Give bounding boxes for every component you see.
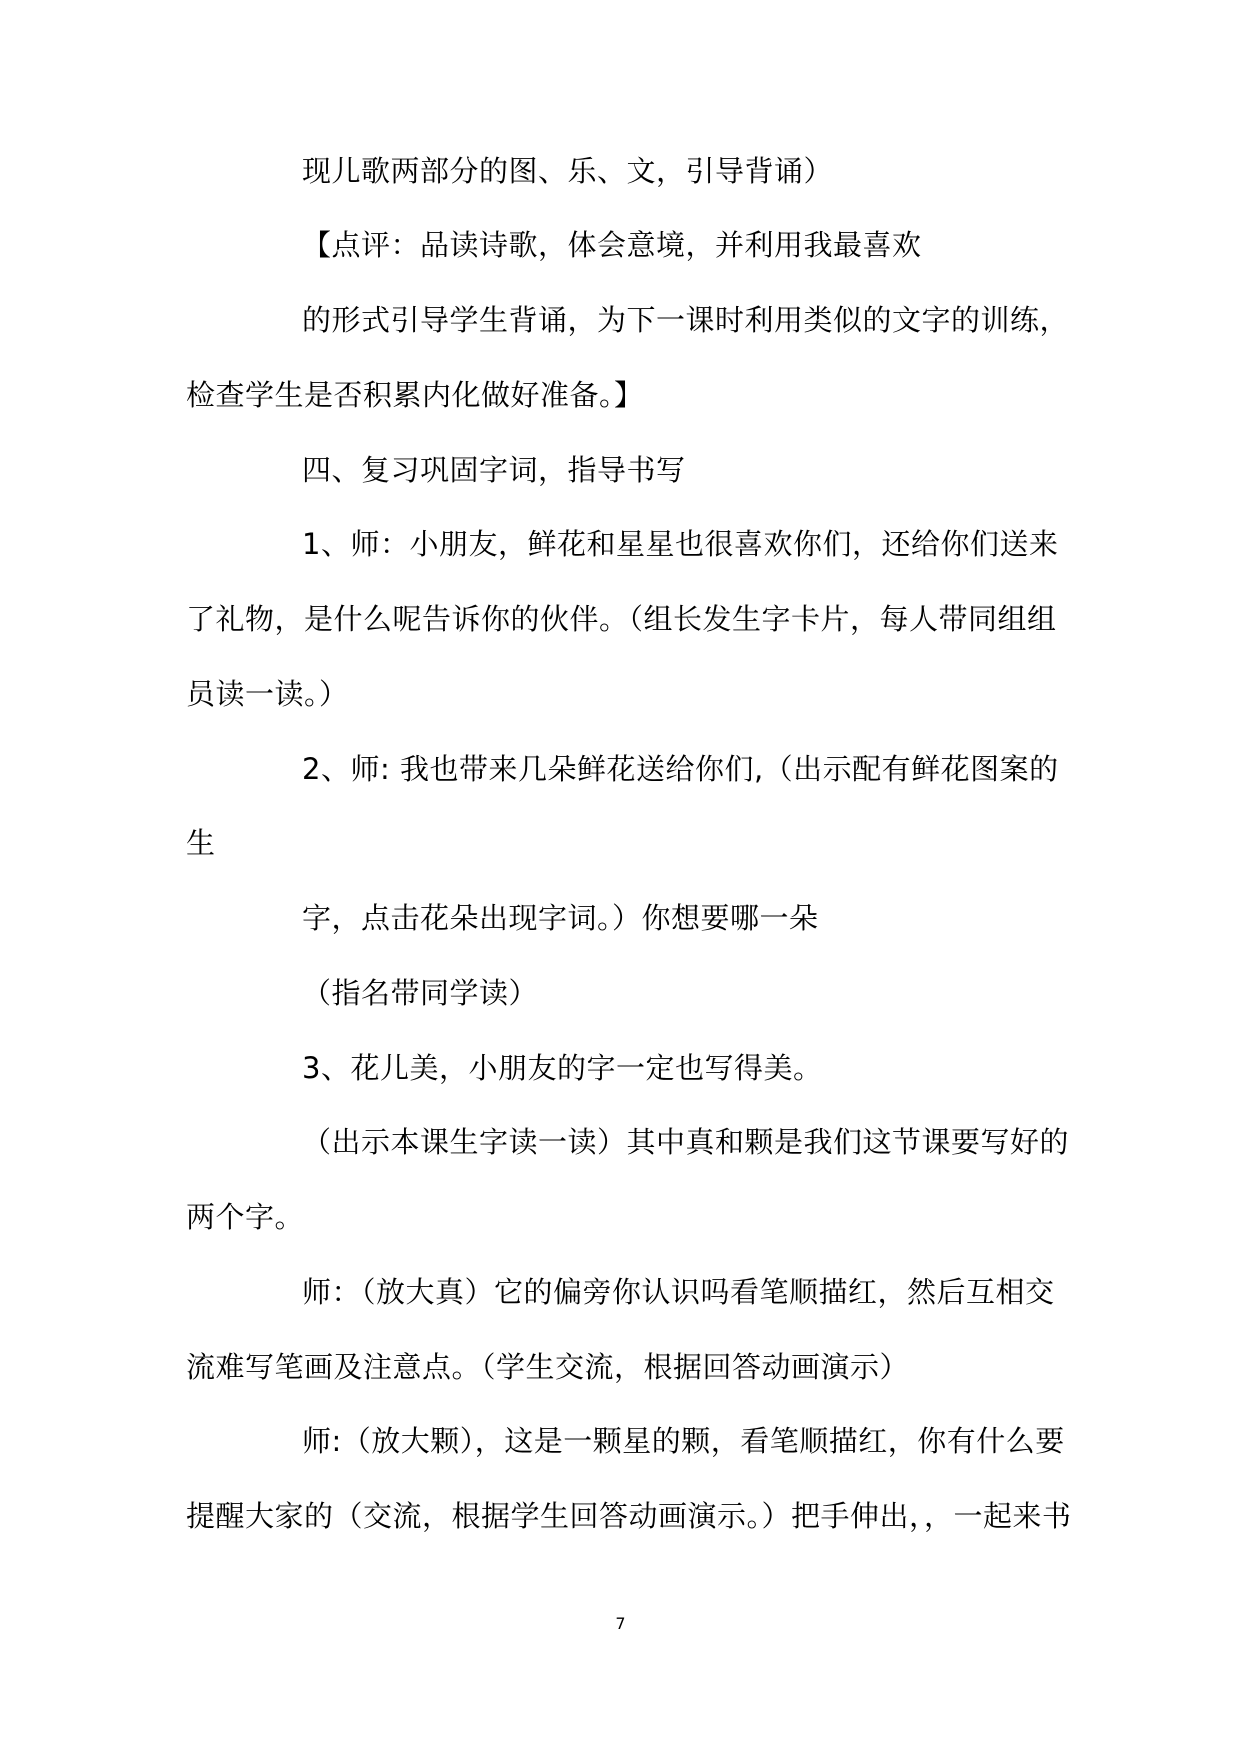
text-line-2: 【点评：品读诗歌，体会意境，并利用我最喜欢 xyxy=(302,228,922,262)
text-line-12: （指名带同学读） xyxy=(302,976,539,1010)
text-line-14: （出示本课生字读一读）其中真和颗是我们这节课要写好的 xyxy=(302,1125,1070,1159)
text-line-3: 的形式引导学生背诵，为下一课时利用类似的文字的训练， xyxy=(302,303,1070,337)
section-heading: 四、复习巩固字词，指导书写 xyxy=(302,453,686,487)
text-line-6: 1、师：小朋友，鲜花和星星也很喜欢你们，还给你们送来 xyxy=(302,527,1059,561)
text-line-7: 了礼物，是什么呢告诉你的伙伴。（组长发生字卡片，每人带同组组 xyxy=(186,602,1057,636)
text-line-9: 2、师: 我也带来几朵鲜花送给你们,（出示配有鲜花图案的 xyxy=(302,752,1059,786)
text-line-8: 员读一读。） xyxy=(186,677,349,711)
text-line-4: 检查学生是否积累内化做好准备。】 xyxy=(186,378,644,412)
text-line-16: 师：（放大真）它的偏旁你认识吗看笔顺描红，然后互相交 xyxy=(302,1275,1055,1309)
text-line-10: 生 xyxy=(186,826,216,860)
text-line-17: 流难写笔画及注意点。（学生交流，根据回答动画演示） xyxy=(186,1350,910,1384)
text-line-19: 提醒大家的（交流，根据学生回答动画演示。）把手伸出，，一起来书 xyxy=(186,1499,1072,1533)
text-line-11: 字，点击花朵出现字词。）你想要哪一朵 xyxy=(302,901,819,935)
page-number: 7 xyxy=(615,1614,626,1633)
text-line-18: 师:（放大颗），这是一颗星的颗，看笔顺描红，你有什么要 xyxy=(302,1424,1065,1458)
text-line-13: 3、花儿美，小朋友的字一定也写得美。 xyxy=(302,1051,823,1085)
text-line-1: 现儿歌两部分的图、乐、文，引导背诵） xyxy=(302,154,834,188)
text-line-15: 两个字。 xyxy=(186,1200,305,1234)
